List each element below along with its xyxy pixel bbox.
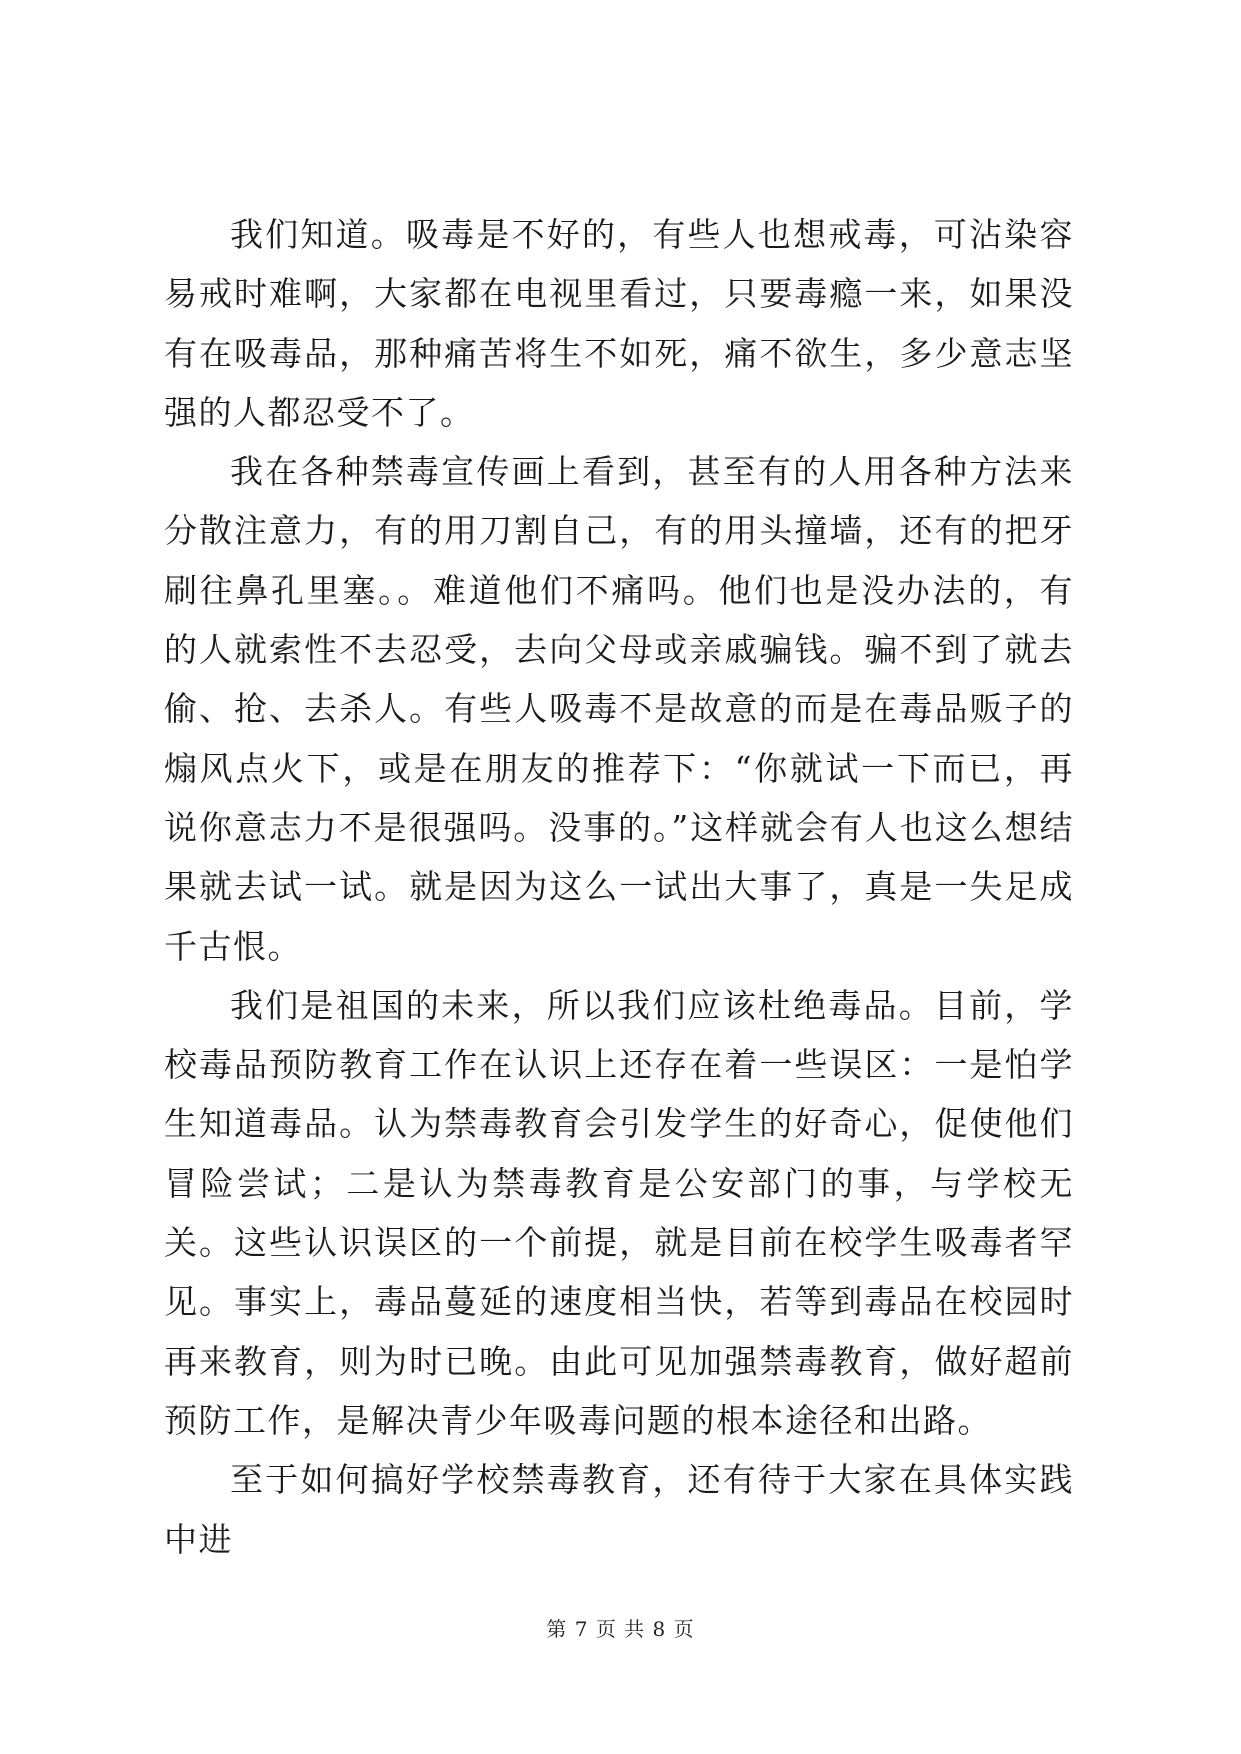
paragraph: 我在各种禁毒宣传画上看到，甚至有的人用各种方法来分散注意力，有的用刀割自己，有的用头撞墙，还有的把牙刷往鼻孔里塞。。难道他们不痛吗。他们也是没办法的，有的人就索性不去忍受，去向父母或亲戚骗钱。骗不到了就去偷、抢、去杀人。有些人吸毒不是故意的而是在毒品贩子的煽风点火下，或是在朋友的推荐下：“你就试一下而已，再说你意志力不是很强吗。没事的。”这样就会有人也这么想结果就去试一试。就是因为这么一试出大事了，真是一失足成千古恨。 [164, 452, 1074, 966]
paragraph: 至于如何搞好学校禁毒教育，还有待于大家在具体实践中进 [164, 1460, 1074, 1559]
paragraph: 我们是祖国的未来，所以我们应该杜绝毒品。目前，学校毒品预防教育工作在认识上还存在着一些误区：一是怕学生知道毒品。认为禁毒教育会引发学生的好奇心，促使他们冒险尝试；二是认为禁毒教育是公安部门的事，与学校无关。这些认识误区的一个前提，就是目前在校学生吸毒者罕见。事实上，毒品蔓延的速度相当快，若等到毒品在校园时再来教育，则为时已晚。由此可见加强禁毒教育，做好超前预防工作，是解决青少年吸毒问题的根本途径和出路。 [164, 985, 1074, 1440]
page-number-footer: 第 7 页 共 8 页 [546, 1617, 695, 1641]
document-body [164, 205, 1074, 1569]
paragraph: 我们知道。吸毒是不好的，有些人也想戒毒，可沾染容易戒时难啊，大家都在电视里看过，只要毒瘾一来，如果没有在吸毒品，那种痛苦将生不如死，痛不欲生，多少意志坚强的人都忍受不了。 [164, 215, 1074, 432]
